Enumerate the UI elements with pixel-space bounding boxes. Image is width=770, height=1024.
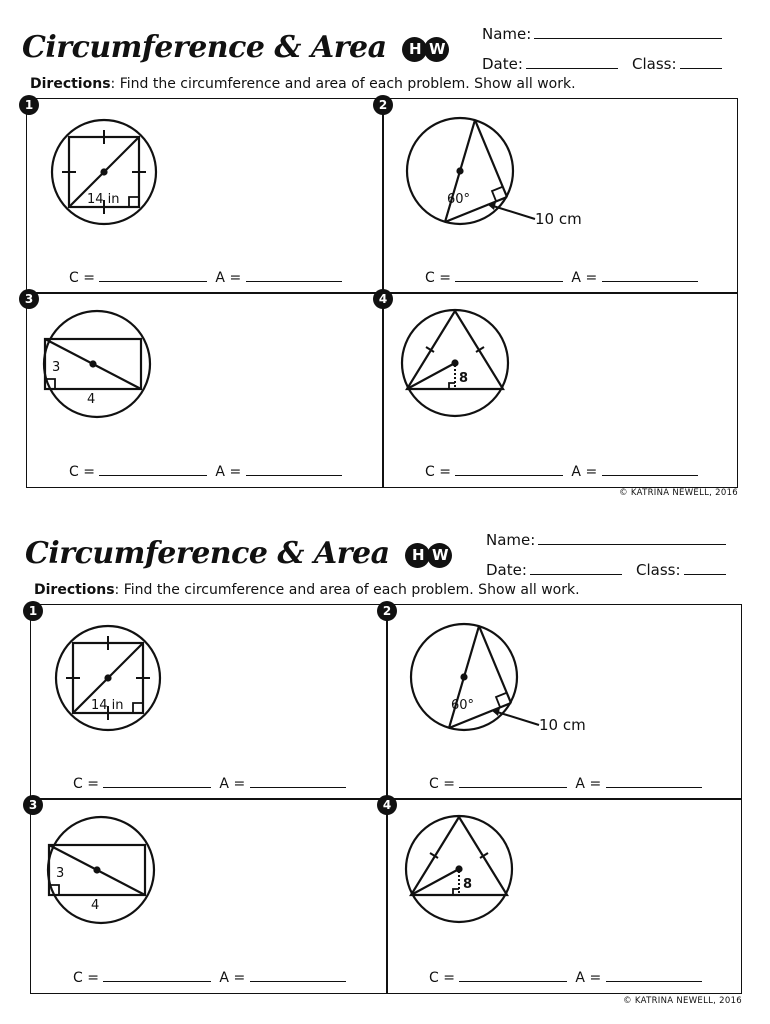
worksheet-title: Circumference & Area H W <box>22 30 446 65</box>
problem-grid: 14 in 60° 10 cm 3 4 8 1 2 3 4 C = A = C = A = C = A = C = A = <box>26 98 738 488</box>
answer-line-4[interactable]: C = A = <box>425 463 698 480</box>
circle-rectangle-figure <box>41 309 153 423</box>
problem-3 <box>27 293 382 487</box>
worksheet-title: Circumference & Area H W <box>25 536 449 571</box>
circle-triangle-figure <box>395 109 595 233</box>
problem-1 <box>31 605 386 799</box>
problem-2 <box>383 99 738 293</box>
problem-4 <box>383 293 738 487</box>
copyright: © KATRINA NEWELL, 2016 <box>623 996 742 1006</box>
date-field[interactable]: Date: <box>486 560 622 579</box>
class-field[interactable]: Class: <box>636 560 726 579</box>
circle-square-figure <box>53 623 163 737</box>
circle-triangle-figure <box>399 615 599 739</box>
circle-equilateral-figure <box>403 813 517 929</box>
answer-line-4[interactable]: C = A = <box>429 969 702 986</box>
circle-square-figure <box>49 117 159 231</box>
copyright: © KATRINA NEWELL, 2016 <box>619 488 738 498</box>
directions: Directions: Find the circumference and area of each problem. Show all work. <box>34 582 580 598</box>
name-field[interactable]: Name: <box>486 530 726 549</box>
worksheet-top <box>0 0 770 506</box>
svg-text:3: 3 <box>52 360 61 375</box>
answer-line-1[interactable]: C = A = <box>73 775 346 792</box>
svg-text:10 cm: 10 cm <box>539 716 586 734</box>
circle-rectangle-figure <box>45 815 157 929</box>
svg-text:14 in: 14 in <box>87 192 120 207</box>
answer-line-2[interactable]: C = A = <box>425 269 698 286</box>
answer-line-2[interactable]: C = A = <box>429 775 702 792</box>
problem-2 <box>387 605 742 799</box>
problem-4 <box>387 799 742 993</box>
name-field[interactable]: Name: <box>482 24 722 43</box>
answer-line-1[interactable]: C = A = <box>69 269 342 286</box>
worksheet-bottom <box>0 506 770 1012</box>
problem-1 <box>27 99 382 293</box>
svg-text:10 cm: 10 cm <box>535 210 582 228</box>
svg-text:4: 4 <box>87 392 96 407</box>
svg-text:8: 8 <box>463 877 473 892</box>
hw-badge: H W <box>405 533 449 568</box>
problem-grid: 14 in 60° 10 cm 3 4 8 1 2 3 4 C = A = C = A = C = A = C = A = <box>30 604 742 994</box>
svg-text:3: 3 <box>56 866 65 881</box>
circle-equilateral-figure <box>399 307 513 423</box>
answer-line-3[interactable]: C = A = <box>69 463 342 480</box>
hw-badge: H W <box>402 27 446 62</box>
svg-text:8: 8 <box>459 371 469 386</box>
svg-text:60°: 60° <box>451 698 475 713</box>
date-field[interactable]: Date: <box>482 54 618 73</box>
svg-text:14 in: 14 in <box>91 698 124 713</box>
directions: Directions: Find the circumference and area of each problem. Show all work. <box>30 76 576 92</box>
svg-text:60°: 60° <box>447 192 471 207</box>
class-field[interactable]: Class: <box>632 54 722 73</box>
answer-line-3[interactable]: C = A = <box>73 969 346 986</box>
svg-text:4: 4 <box>91 898 100 913</box>
problem-3 <box>31 799 386 993</box>
